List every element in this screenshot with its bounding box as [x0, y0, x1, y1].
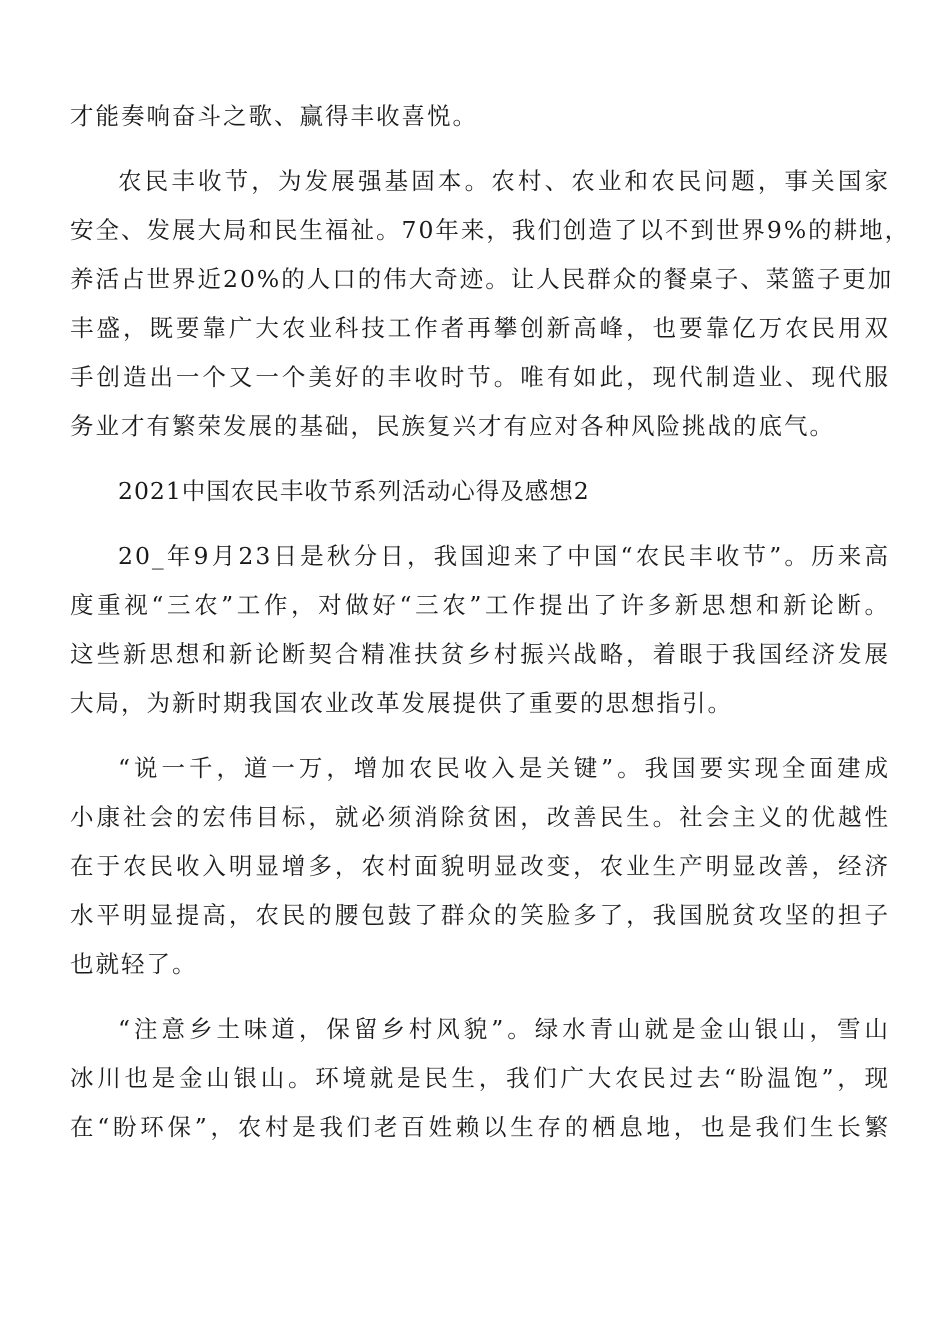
text-line: 度重视“三农”工作，对做好“三农”工作提出了许多新思想和新论断。	[70, 591, 890, 619]
paragraph-3	[70, 532, 890, 728]
text-line: “注意乡土味道，保留乡村风貌”。绿水青山就是金山银山，雪山	[118, 1015, 890, 1043]
text-line: 也就轻了。	[70, 950, 198, 978]
paragraph-0	[70, 92, 890, 141]
text-line: 大局，为新时期我国农业改革发展提供了重要的思想指引。	[70, 689, 733, 717]
text-line: 在“盼环保”，农村是我们老百姓赖以生存的栖息地，也是我们生长繁	[70, 1113, 890, 1141]
text-line: 20_年9月23日是秋分日，我国迎来了中国“农民丰收节”。历来高	[118, 542, 890, 570]
text-line: 这些新思想和新论断契合精准扶贫乡村振兴战略，着眼于我国经济发展	[70, 640, 890, 668]
text-line: 才能奏响奋斗之歌、赢得丰收喜悦。	[70, 102, 478, 130]
text-line: 手创造出一个又一个美好的丰收时节。唯有如此，现代制造业、现代服	[70, 363, 890, 391]
text-line: 丰盛，既要靠广大农业科技工作者再攀创新高峰，也要靠亿万农民用双	[70, 314, 890, 342]
paragraph-1	[70, 157, 911, 451]
paragraph-4	[70, 744, 890, 989]
text-line: “说一千，道一万，增加农民收入是关键”。我国要实现全面建成	[118, 754, 890, 782]
text-line: 小康社会的宏伟目标，就必须消除贫困，改善民生。社会主义的优越性	[70, 803, 890, 831]
paragraph-5	[70, 1005, 890, 1152]
text-line: 水平明显提高，农民的腰包鼓了群众的笑脸多了，我国脱贫攻坚的担子	[70, 901, 890, 929]
document-body	[70, 92, 911, 1152]
section-heading	[70, 467, 890, 516]
heading-line: 2021中国农民丰收节系列活动心得及感想2	[118, 477, 590, 505]
text-line: 务业才有繁荣发展的基础，民族复兴才有应对各种风险挑战的底气。	[70, 412, 835, 440]
text-line: 安全、发展大局和民生福祉。70年来，我们创造了以不到世界9%的耕地，	[70, 216, 911, 244]
text-line: 冰川也是金山银山。环境就是民生，我们广大农民过去“盼温饱”，现	[70, 1064, 890, 1092]
text-line: 在于农民收入明显增多，农村面貌明显改变，农业生产明显改善，经济	[70, 852, 890, 880]
text-line: 农民丰收节，为发展强基固本。农村、农业和农民问题，事关国家	[118, 167, 890, 195]
text-line: 养活占世界近20%的人口的伟大奇迹。让人民群众的餐桌子、菜篮子更加	[70, 265, 894, 293]
